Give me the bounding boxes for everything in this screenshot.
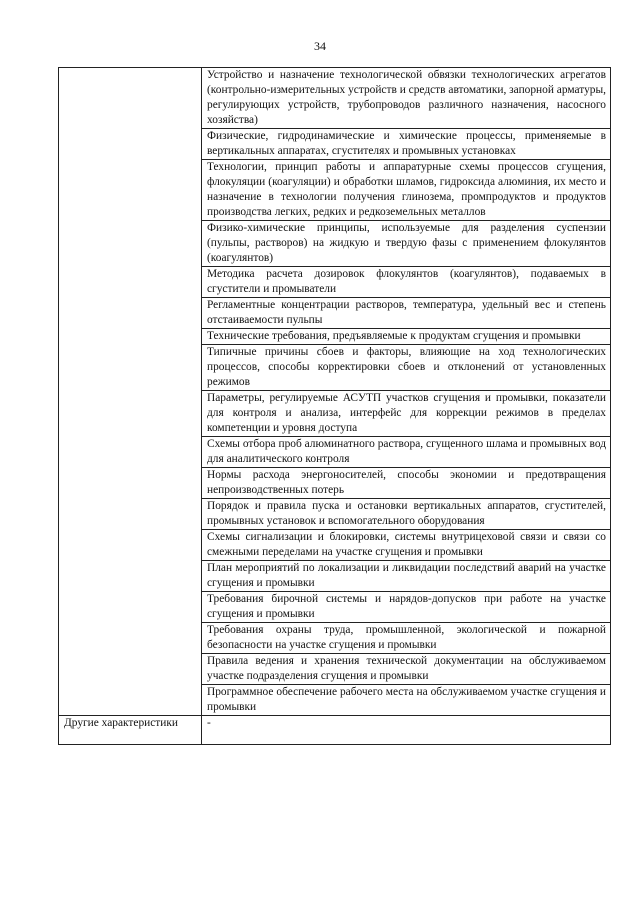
requirements-table	[58, 67, 611, 745]
requirement-cell: Схемы сигнализации и блокировки, системы внутрицеховой связи и связи со смежными переделами на участке сгущения и промывки	[202, 530, 611, 561]
requirement-cell: Правила ведения и хранения технической документации на обслуживаемом участке подразделения сгущения и промывки	[202, 654, 611, 685]
table-row	[59, 68, 611, 129]
requirement-cell: Устройство и назначение технологической обвязки технологических агрегатов (контрольно-измерительных устройств и средств автоматики, запорной арматуры, регулирующих устройств, трубопроводов различного назначения, насосного хозяйства)	[202, 68, 611, 129]
other-characteristics-value: -	[202, 716, 611, 745]
requirement-cell: Технические требования, предъявляемые к продуктам сгущения и промывки	[202, 329, 611, 345]
requirement-cell: Физические, гидродинамические и химические процессы, применяемые в вертикальных аппаратах, сгустителях и промывных установках	[202, 129, 611, 160]
requirement-cell: Типичные причины сбоев и факторы, влияющие на ход технологических процессов, способы корректировки сбоев и отклонений от установленных режимов	[202, 345, 611, 391]
requirement-cell: Схемы отбора проб алюминатного раствора, сгущенного шлама и промывных вод для аналитического контроля	[202, 437, 611, 468]
other-characteristics-label: Другие характеристики	[59, 716, 202, 745]
table-row-other	[59, 716, 611, 745]
requirement-cell: Физико-химические принципы, используемые для разделения суспензии (пульпы, растворов) на жидкую и твердую фазы с применением флокулянтов (коагулянтов)	[202, 221, 611, 267]
left-column-empty	[59, 68, 202, 716]
requirement-cell: Регламентные концентрации растворов, температура, удельный вес и степень отстаиваемости пульпы	[202, 298, 611, 329]
requirement-cell: Методика расчета дозировок флокулянтов (коагулянтов), подаваемых в сгустители и промыватели	[202, 267, 611, 298]
requirement-cell: Программное обеспечение рабочего места на обслуживаемом участке сгущения и промывки	[202, 685, 611, 716]
requirement-cell: Нормы расхода энергоносителей, способы экономии и предотвращения непроизводственных потерь	[202, 468, 611, 499]
page-number: 34	[314, 39, 326, 53]
requirement-cell: План мероприятий по локализации и ликвидации последствий аварий на участке сгущения и промывки	[202, 561, 611, 592]
requirement-cell: Порядок и правила пуска и остановки вертикальных аппаратов, сгустителей, промывных установок и вспомогательного оборудования	[202, 499, 611, 530]
requirement-cell: Параметры, регулируемые АСУТП участков сгущения и промывки, показатели для контроля и анализа, интерфейс для коррекции режимов в пределах компетенции и уровня доступа	[202, 391, 611, 437]
requirement-cell: Требования бирочной системы и нарядов-допусков при работе на участке сгущения и промывки	[202, 592, 611, 623]
requirement-cell: Требования охраны труда, промышленной, экологической и пожарной безопасности на участке сгущения и промывки	[202, 623, 611, 654]
requirement-cell: Технологии, принцип работы и аппаратурные схемы процессов сгущения, флокуляции (коагуляции) и обработки шламов, гидроксида алюминия, их место и назначение в технологии получения глинозема, промпродуктов и продуктов производства легких, редких и редкоземельных металлов	[202, 160, 611, 221]
